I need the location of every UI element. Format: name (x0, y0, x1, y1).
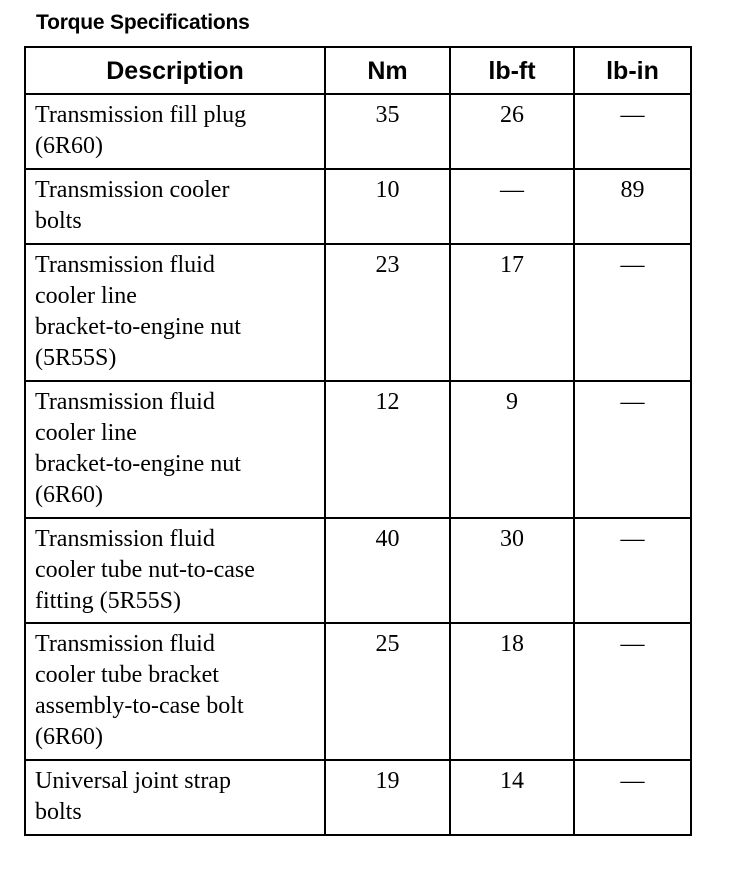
column-header-lb-ft: lb-ft (450, 47, 574, 94)
column-header-description: Description (25, 47, 325, 94)
description-line: Transmission fill plug (35, 102, 247, 128)
lb-ft-cell: 14 (450, 760, 574, 835)
table-row (25, 169, 691, 244)
description-line: (6R60) (35, 482, 103, 508)
description-cell (25, 760, 325, 835)
nm-cell: 25 (325, 623, 450, 760)
lb-in-cell: 89 (574, 169, 691, 244)
lb-ft-cell: 26 (450, 94, 574, 169)
lb-ft-cell: 30 (450, 518, 574, 623)
description-line: cooler line (35, 283, 137, 309)
lb-ft-cell: 18 (450, 623, 574, 760)
lb-ft-cell: — (450, 169, 574, 244)
description-line: bolts (35, 208, 82, 234)
column-header-lb-in: lb-in (574, 47, 691, 94)
description-cell (25, 518, 325, 623)
table-header-row (25, 47, 691, 94)
description-line: (6R60) (35, 724, 103, 750)
table-row (25, 94, 691, 169)
description-line: bracket-to-engine nut (35, 314, 241, 340)
nm-cell: 10 (325, 169, 450, 244)
description-line: Transmission fluid (35, 631, 215, 657)
nm-cell: 12 (325, 381, 450, 518)
description-line: cooler tube nut-to-case (35, 557, 255, 583)
lb-in-cell: — (574, 518, 691, 623)
description-line: Transmission fluid (35, 389, 215, 415)
description-line: Transmission cooler (35, 177, 230, 203)
description-line: assembly-to-case bolt (35, 693, 244, 719)
page-title: Torque Specifications (36, 11, 250, 34)
table-row (25, 518, 691, 623)
torque-specifications-table (24, 46, 692, 836)
column-header-nm: Nm (325, 47, 450, 94)
description-line: bracket-to-engine nut (35, 451, 241, 477)
description-cell (25, 244, 325, 381)
nm-cell: 40 (325, 518, 450, 623)
table-row (25, 381, 691, 518)
description-line: cooler line (35, 420, 137, 446)
nm-cell: 19 (325, 760, 450, 835)
table-row (25, 760, 691, 835)
description-line: fitting (5R55S) (35, 588, 182, 614)
description-line: Transmission fluid (35, 252, 215, 278)
lb-in-cell: — (574, 760, 691, 835)
description-line: Transmission fluid (35, 526, 215, 552)
lb-in-cell: — (574, 244, 691, 381)
description-line: cooler tube bracket (35, 662, 219, 688)
description-line: (6R60) (35, 133, 103, 159)
nm-cell: 35 (325, 94, 450, 169)
table-row (25, 623, 691, 760)
lb-in-cell: — (574, 381, 691, 518)
lb-ft-cell: 9 (450, 381, 574, 518)
lb-ft-cell: 17 (450, 244, 574, 381)
description-line: Universal joint strap (35, 768, 231, 794)
nm-cell: 23 (325, 244, 450, 381)
description-line: (5R55S) (35, 345, 117, 371)
description-line: bolts (35, 799, 82, 825)
lb-in-cell: — (574, 94, 691, 169)
description-cell (25, 381, 325, 518)
table-row (25, 244, 691, 381)
description-cell (25, 169, 325, 244)
lb-in-cell: — (574, 623, 691, 760)
description-cell (25, 623, 325, 760)
description-cell (25, 94, 325, 169)
